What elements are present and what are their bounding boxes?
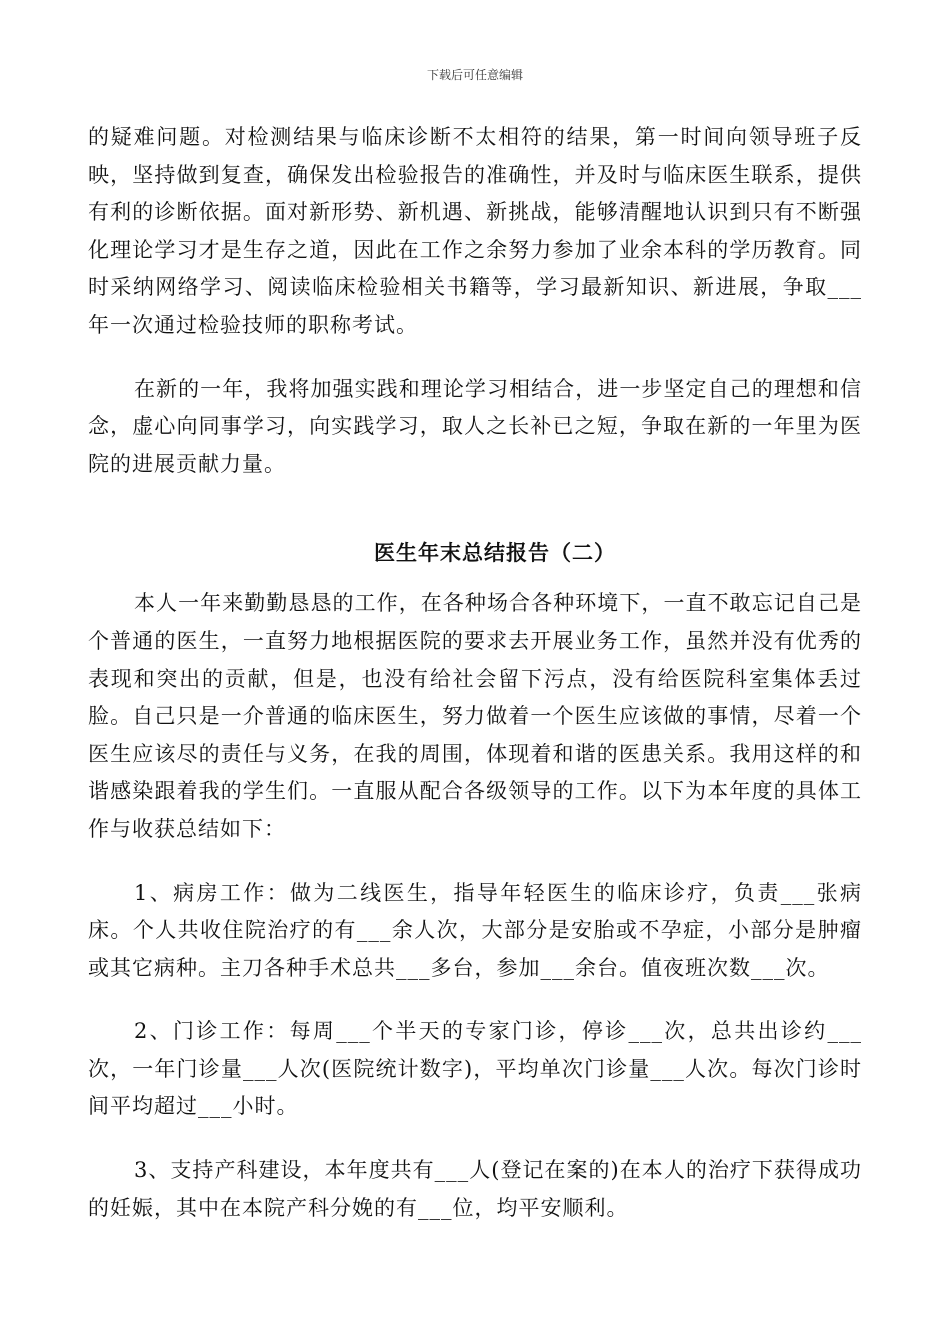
paragraph-obstetrics-support: 3、支持产科建设，本年度共有___人(登记在案的)在本人的治疗下获得成功的妊娠，其中在本院产科分娩的有___位，均平安顺利。 xyxy=(88,1158,862,1220)
paragraph-new-year: 在新的一年，我将加强实践和理论学习相结合，进一步坚定自己的理想和信念，虚心向同事学习，向实践学习，取人之长补已之短，争取在新的一年里为医院的进展贡献力量。 xyxy=(88,376,862,476)
page-header: 下载后可任意编辑 xyxy=(426,68,523,82)
paragraph-ward-work: 1、病房工作：做为二线医生，指导年轻医生的临床诊疗，负责___张病床。个人共收住院治疗的有___余人次，大部分是安胎或不孕症，小部分是肿瘤或其它病种。主刀各种手术总共___多台，参加___余台。值夜班次数___次。 xyxy=(88,880,862,980)
paragraph-intro: 本人一年来勤勤恳恳的工作，在各种场合各种环境下，一直不敢忘记自己是个普通的医生，一直努力地根据医院的要求去开展业务工作，虽然并没有优秀的表现和突出的贡献，但是，也没有给社会留下污点，没有给医院科室集体丢过脸。自己只是一介普通的临床医生，努力做着一个医生应该做的事情，尽着一个医生应该尽的责任与义务，在我的周围，体现着和谐的医患关系。我用这样的和谐感染跟着我的学生们。一直服从配合各级领导的工作。以下为本年度的具体工作与收获总结如下： xyxy=(88,591,862,841)
document-body xyxy=(88,119,862,1227)
paragraph-continuation: 的疑难问题。对检测结果与临床诊断不太相符的结果，第一时间向领导班子反映，坚持做到复查，确保发出检验报告的准确性，并及时与临床医生联系，提供有利的诊断依据。面对新形势、新机遇、新挑战，能够清醒地认识到只有不断强化理论学习才是生存之道，因此在工作之余努力参加了业余本科的学历教育。同时采纳网络学习、阅读临床检验相关书籍等，学习最新知识、新进展，争取___年一次通过检验技师的职称考试。 xyxy=(88,125,862,337)
paragraph-outpatient-work: 2、门诊工作：每周___个半天的专家门诊，停诊___次，总共出诊约___次，一年门诊量___人次(医院统计数字)，平均单次门诊量___人次。每次门诊时间平均超过___小时。 xyxy=(88,1019,862,1119)
section-title: 医生年末总结报告（二） xyxy=(374,540,616,566)
